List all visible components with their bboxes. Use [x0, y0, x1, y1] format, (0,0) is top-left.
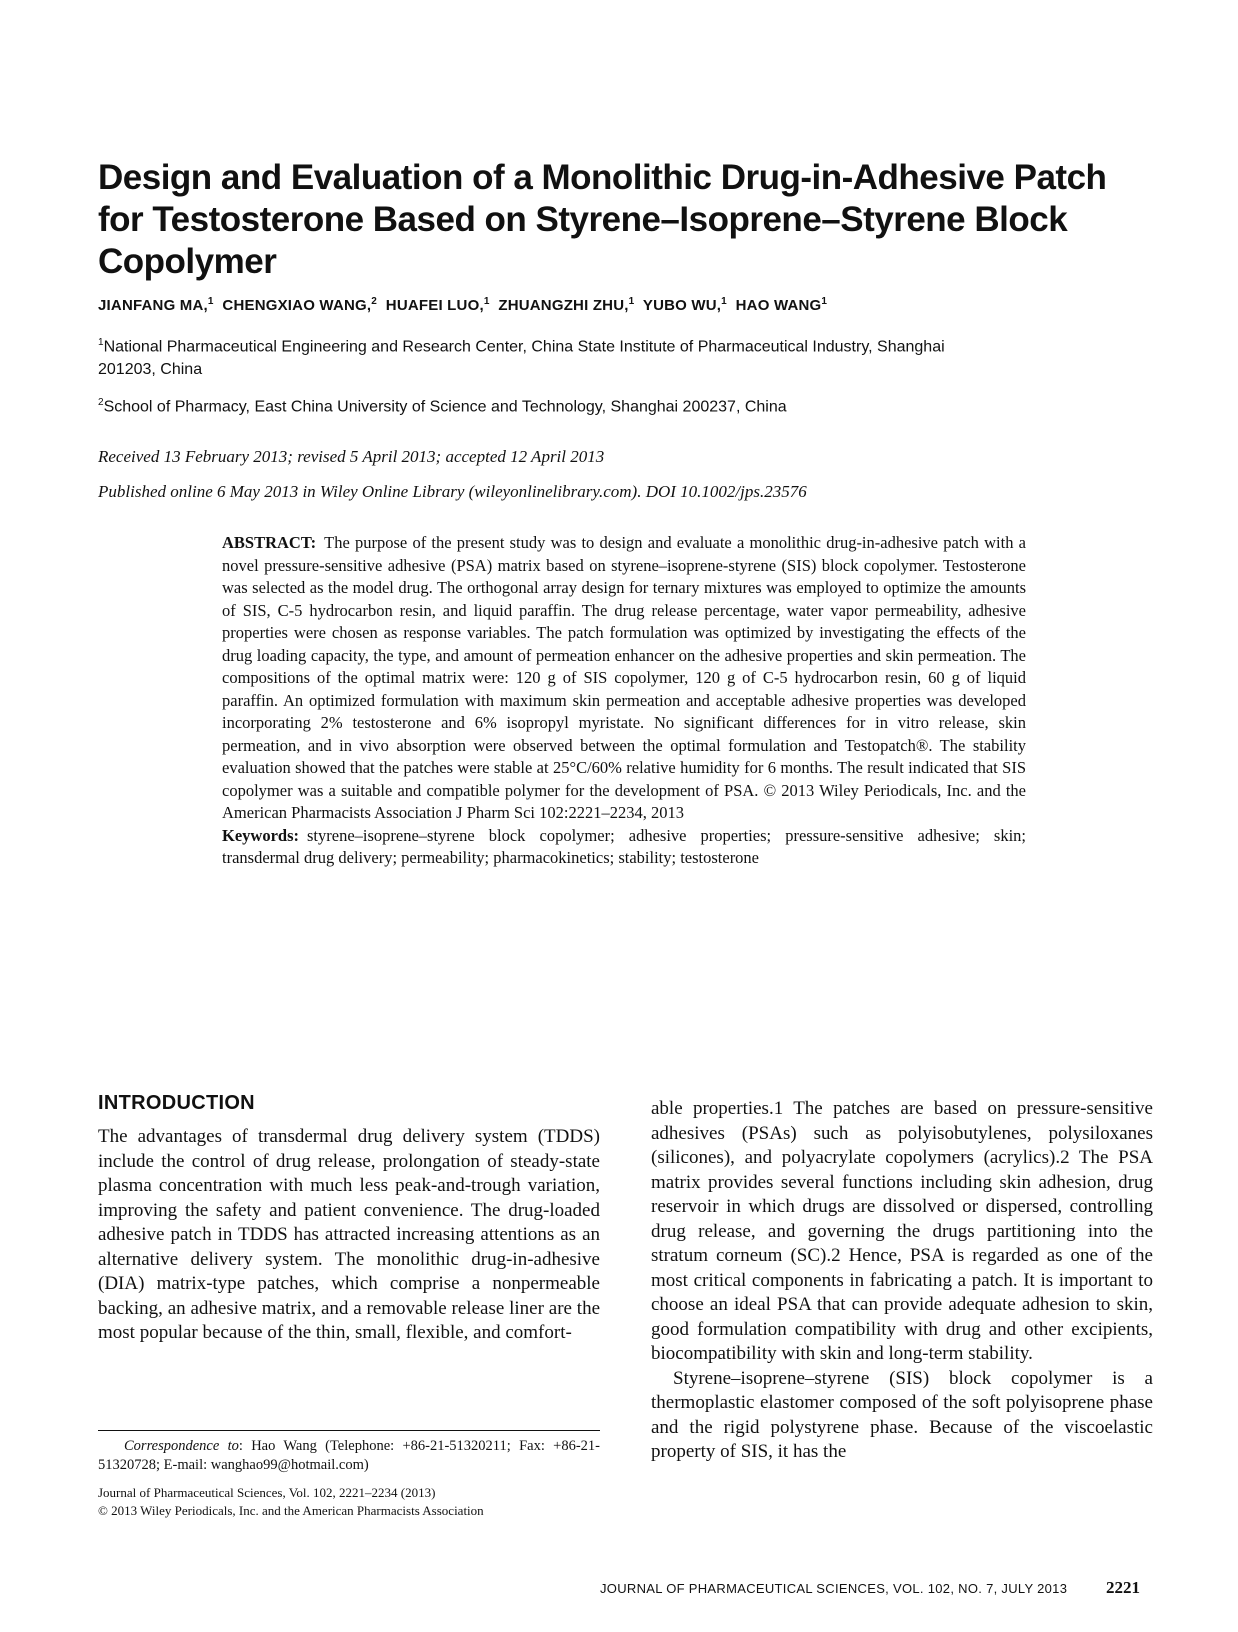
introduction-paragraph-2: able properties.1 The patches are based on pressure-sensitive adhesives (PSAs) such as polyisobutylenes, polysiloxanes (silicones), and polyacrylate copolymers (acrylics).2 The PSA matrix provides several functions including skin adhesion, drug reservoir in which drugs are dissolved or dispersed, controlling drug release, and governing the drugs partitioning into the stratum corneum (SC).2 Hence, PSA is regarded as one of the most critical components in fabricating a patch. It is important to choose an ideal PSA that can provide adequate adhesion to skin, good formulation compatibility with drug and other excipients, biocompatibility with skin and long-term stability.: [651, 1098, 1153, 1364]
author-name: JIANFANG MA,: [98, 297, 208, 314]
author-affiliation-marker: 1: [821, 296, 828, 307]
author-name: ZHUANGZHI ZHU,: [498, 297, 629, 314]
abstract-paragraph: [222, 532, 1026, 825]
abstract-label: ABSTRACT:: [222, 533, 317, 552]
author-name: YUBO WU,: [642, 297, 722, 314]
correspondence-text: : Hao Wang (Telephone: +86-21-51320211; Fax: +86-21-51320728; E-mail: wanghao99@hotmail.com): [98, 1438, 600, 1473]
abstract-text: The purpose of the present study was to design and evaluate a monolithic drug-in-adhesive patch with a novel pressure-sensitive adhesive (PSA) matrix based on styrene–isoprene-styrene (SIS) block copolymer. Testosterone was selected as the model drug. The orthogonal array design for ternary mixtures was employed to optimize the amounts of SIS, C-5 hydrocarbon resin, and liquid paraffin. The drug release percentage, water vapor permeability, adhesive properties were chosen as response variables. The patch formulation was optimized by investigating the effects of the drug loading capacity, the type, and amount of permeation enhancer on the adhesive properties and skin permeation. The compositions of the optimal matrix were: 120 g of SIS copolymer, 120 g of C-5 hydrocarbon resin, 60 g of liquid paraffin. An optimized formulation with maximum skin permeation and acceptable adhesive properties was developed incorporating 2% testosterone and 6% isopropyl myristate. No significant differences for in vitro release, skin permeation, and in vivo absorption were observed between the optimal formulation and Testopatch®. The stability evaluation showed that the patches were stable at 25°C/60% relative humidity for 6 months. The result indicated that SIS copolymer was a suitable and compatible polymer for the development of PSA. © 2013 Wiley Periodicals, Inc. and the American Pharmacists Association J Pharm Sci 102:2221–2234, 2013: [222, 533, 1026, 822]
correspondence-footnote: [98, 1437, 600, 1475]
author-affiliation-marker: 1: [628, 296, 635, 307]
affiliation-marker: 2: [98, 397, 104, 408]
keywords-paragraph: [222, 825, 1026, 870]
author-affiliation-marker: 1: [721, 296, 727, 307]
affiliation-1: [98, 331, 998, 381]
author-name: HUAFEI LUO,: [385, 297, 484, 314]
author-list: [98, 296, 1138, 314]
affiliation-marker: 1: [98, 337, 104, 348]
published-online: Published online 6 May 2013 in Wiley Online Library (wileyonlinelibrary.com). DOI 10.1002/jps.23576: [98, 482, 807, 501]
author-affiliation-marker: 1: [207, 296, 214, 307]
author-affiliation-marker: 1: [483, 296, 490, 307]
footnote-divider: [98, 1430, 600, 1431]
page-number: 2221: [1106, 1578, 1140, 1597]
author-name: HAO WANG: [735, 297, 822, 314]
author-affiliation-marker: 2: [371, 296, 378, 307]
abstract-block: [222, 532, 1026, 870]
journal-citation-note: [98, 1484, 600, 1520]
affiliation-text: National Pharmaceutical Engineering and Research Center, China State Institute of Pharmaceutical Industry, Shanghai 201203, China: [98, 338, 945, 379]
running-footer: JOURNAL OF PHARMACEUTICAL SCIENCES, VOL. 102, NO. 7, JULY 2013: [600, 1581, 1068, 1596]
author-name: CHENGXIAO WANG,: [222, 297, 372, 314]
section-heading-introduction: INTRODUCTION: [98, 1092, 255, 1114]
introduction-paragraph-1: The advantages of transdermal drug delivery system (TDDS) include the control of drug release, prolongation of steady-state plasma concentration with much less peak-and-trough variation, improving the safety and patient convenience. The drug-loaded adhesive patch in TDDS has attracted increasing attentions as an alternative delivery system. The monolithic drug-in-adhesive (DIA) matrix-type patches, which comprise a nonpermeable backing, an adhesive matrix, and a removable release liner are the most popular because of the thin, small, flexible, and comfort-: [98, 1126, 600, 1343]
introduction-paragraph-3: Styrene–isoprene–styrene (SIS) block copolymer is a thermoplastic elastomer composed of the soft polyisoprene phase and the rigid polystyrene phase. Because of the viscoelastic property of SIS, it has the: [651, 1367, 1153, 1462]
correspondence-label: Correspondence to: [124, 1438, 239, 1454]
affiliation-text: School of Pharmacy, East China University of Science and Technology, Shanghai 200237, China: [103, 398, 787, 416]
affiliation-2: [98, 391, 998, 418]
received-dates: Received 13 February 2013; revised 5 April 2013; accepted 12 April 2013: [98, 447, 605, 466]
left-column: [98, 1092, 600, 1346]
paper-title: Design and Evaluation of a Monolithic Drug-in-Adhesive Patch for Testosterone Based on Styrene–Isoprene–Styrene Block Copolymer: [98, 158, 1107, 282]
keywords-text: styrene–isoprene–styrene block copolymer; adhesive properties; pressure-sensitive adhesive; skin; transdermal drug delivery; permeability; pharmacokinetics; stability; testosterone: [222, 825, 1026, 867]
keywords-label: Keywords:: [222, 825, 299, 845]
right-column: [651, 1097, 1153, 1465]
journal-line: Journal of Pharmaceutical Sciences, Vol. 102, 2221–2234 (2013): [98, 1485, 436, 1500]
copyright-line: © 2013 Wiley Periodicals, Inc. and the American Pharmacists Association: [98, 1503, 484, 1518]
